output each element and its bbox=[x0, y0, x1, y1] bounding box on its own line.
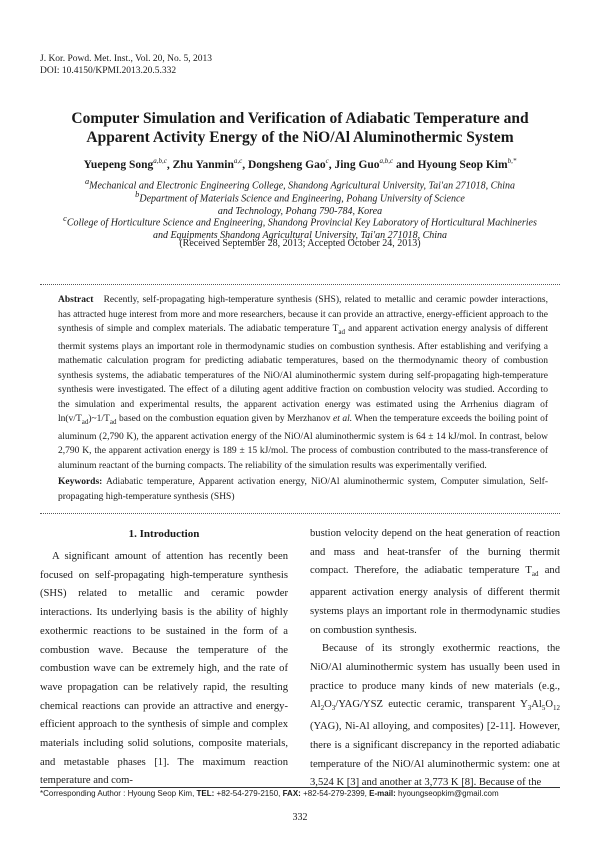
footnote-divider bbox=[40, 787, 560, 788]
paragraph-text: O bbox=[545, 699, 553, 711]
intro-paragraph bbox=[310, 525, 560, 640]
subscript: ad bbox=[81, 418, 89, 427]
affiliation-sup: a bbox=[84, 177, 90, 186]
paper-title bbox=[30, 109, 570, 147]
author-sup: a,b,c bbox=[153, 157, 167, 165]
tel-value: +82-54-279-2150, bbox=[214, 789, 283, 798]
paragraph-text: bustion velocity depend on the heat generation of reaction and mass and heat-transfer of the burning thermit compact. Therefore, the adiabatic temperature T bbox=[310, 528, 560, 577]
doi: DOI: 10.4150/KPMI.2013.20.5.332 bbox=[40, 66, 177, 76]
author-name: Jing Guo bbox=[334, 158, 380, 171]
subscript: 12 bbox=[553, 704, 560, 713]
author-sup: c bbox=[325, 157, 329, 165]
email-label: E-mail: bbox=[369, 789, 396, 798]
footnote-text: *Corresponding Author : Hyoung Seop Kim, bbox=[40, 789, 197, 798]
affiliation-text: Mechanical and Electronic Engineering College, Shandong Agricultural University, Tai'an 271018, China bbox=[89, 180, 516, 192]
fax-value: +82-54-279-2399, bbox=[300, 789, 370, 798]
author-sup: b,* bbox=[507, 157, 517, 165]
author-list bbox=[30, 157, 570, 171]
subscript: 3 bbox=[527, 704, 532, 713]
abstract bbox=[58, 293, 548, 473]
bottom-divider bbox=[40, 513, 560, 514]
keywords-text: Adiabatic temperature, Apparent activation energy, NiO/Al aluminothermic system, Computer simulation, Self-propagating high-temperature synthesis (SHS) bbox=[58, 477, 548, 502]
et-al: et al. bbox=[332, 414, 353, 425]
intro-column-right bbox=[310, 525, 560, 793]
top-divider bbox=[40, 284, 560, 285]
affiliation-text: College of Horticulture Science and Engineering, Shandong Provincial Key Laboratory of Horticultural Machineries bbox=[66, 217, 537, 229]
paragraph-text: Because of its strongly exothermic reactions, the NiO/Al aluminothermic system has usually been used in practice to produce many kinds of new materials (e.g., Al bbox=[310, 643, 560, 711]
author-sup: a,c bbox=[233, 157, 243, 165]
intro-column-left bbox=[40, 548, 288, 791]
abstract-text: based on the combustion equation given by Merzhanov bbox=[116, 414, 333, 425]
affiliation-sup: b bbox=[135, 190, 140, 199]
subscript: ad bbox=[531, 570, 539, 579]
subscript: ad bbox=[338, 327, 345, 336]
fax-label: FAX: bbox=[282, 789, 301, 798]
subscript: 5 bbox=[541, 704, 546, 713]
intro-paragraph: A significant amount of attention has recently been focused on self-propagating high-temperature synthesis (SHS) related to metallic and ceramic powder interactions. Its underlying basis is the ability of highly exothermic reactions to be sustained in the form of a combustion wave. Because the temperature of the combustion wave can be extremely high, and the rate of wave propagation can be relatively rapid, the resulting chemical reactions can provide an attractive and energy-efficient approach to the synthesis of simple and complex materials including solid solutions, composite materials, and metastable phases [1]. The maximum reaction temperature and com- bbox=[40, 551, 288, 787]
keywords-label: Keywords: bbox=[58, 477, 103, 487]
subscript: ad bbox=[109, 418, 117, 427]
paragraph-text: /YAG/YSZ eutectic ceramic, transparent Y bbox=[335, 699, 528, 711]
journal-header bbox=[40, 53, 212, 77]
page-number: 332 bbox=[292, 812, 308, 823]
tel-label: TEL: bbox=[196, 789, 215, 798]
affiliation-text: and Technology, Pohang 790-784, Korea bbox=[217, 205, 383, 217]
received-dates: (Received September 28, 2013; Accepted October 24, 2013) bbox=[179, 238, 421, 249]
abstract-text: and apparent activation energy analysis of different thermit systems plays an important role in thermodynamic studies on combustion synthesis. After establishing and verifying a mathematic calculation program for predicting adiabatic temperatures, based on the thermodynamic theory of combustion synthesis systems, the adiabatic temperatures of the NiO/Al aluminothermic system during self-propagating high-temperature synthesis were investigated. The effect of a diluting agent additive fraction on combustion velocity was studied. According to the simulation and experimental results, the apparent activation energy was estimated using the Arrhenius diagram of ln(v/T bbox=[58, 324, 548, 425]
keywords bbox=[58, 475, 548, 504]
section-heading: 1. Introduction bbox=[128, 528, 200, 540]
title-line-2: Apparent Activity Energy of the NiO/Al Aluminothermic System bbox=[86, 129, 514, 146]
author-name: Hyoung Seop Kim bbox=[417, 158, 508, 171]
title-line-1: Computer Simulation and Verification of Adiabatic Temperature and bbox=[71, 110, 529, 127]
subscript: 3 bbox=[331, 704, 336, 713]
author-sup: a,b,c bbox=[379, 157, 394, 165]
separator: and bbox=[393, 158, 418, 171]
author-name: Yuepeng Song bbox=[83, 158, 154, 171]
subscript: 2 bbox=[320, 704, 325, 713]
journal-citation: J. Kor. Powd. Met. Inst., Vol. 20, No. 5, 2013 bbox=[40, 54, 212, 64]
separator: , bbox=[166, 158, 173, 171]
separator: , bbox=[242, 158, 248, 171]
separator: , bbox=[328, 158, 335, 171]
intro-paragraph bbox=[310, 640, 560, 793]
author-name: Zhu Yanmin bbox=[172, 158, 234, 171]
abstract-label: Abstract bbox=[58, 295, 94, 305]
abstract-text: When the temperature exceeds the boiling point of aluminum (2,790 K), the apparent activation energy of the NiO/Al aluminothermic system is 64 ± 14 kJ/mol. In contrast, below 2,790 K, the apparent activation energy is 189 ± 15 kJ/mol. The process of combustion contributed to the mass-transference of aluminum reactant of the burning compacts. The reliability of the simulation results was experimentally verified. bbox=[58, 414, 548, 471]
abstract-text: Recently, self-propagating high-temperature synthesis (SHS), related to metallic and ceramic powder interactions, has attracted huge interest from more and more researchers, because it can provide an attractive, energy-efficient approach to the synthesis of simple and complex materials. The adiabatic temperature T bbox=[58, 295, 548, 335]
paragraph-text: Al bbox=[531, 699, 542, 711]
author-name: Dongsheng Gao bbox=[247, 158, 326, 171]
corresponding-author-footnote bbox=[40, 789, 499, 798]
affiliation-text: Department of Materials Science and Engineering, Pohang University of Science bbox=[139, 193, 465, 205]
affiliation-text: and Equipments Shandong Agricultural University, Tai'an 271018, China bbox=[152, 229, 448, 241]
paragraph-text: and apparent activation energy analysis of different thermit systems plays an important role in thermodynamic studies on combustion synthesis. bbox=[310, 565, 560, 636]
paragraph-text: (YAG), Ni-Al alloying, and composites) [2-11]. However, there is a significant discrepancy in the reported adiabatic temperature of the NiO/Al aluminothermic system: one at 3,524 K [3] and another at 3,773 K [8]. Because of the bbox=[310, 721, 560, 789]
abstract-text: )~1/T bbox=[88, 414, 110, 425]
affiliation-sup: c bbox=[63, 214, 67, 223]
paragraph-text: O bbox=[324, 699, 332, 711]
email-value: hyoungseopkim@gmail.com bbox=[395, 789, 499, 798]
